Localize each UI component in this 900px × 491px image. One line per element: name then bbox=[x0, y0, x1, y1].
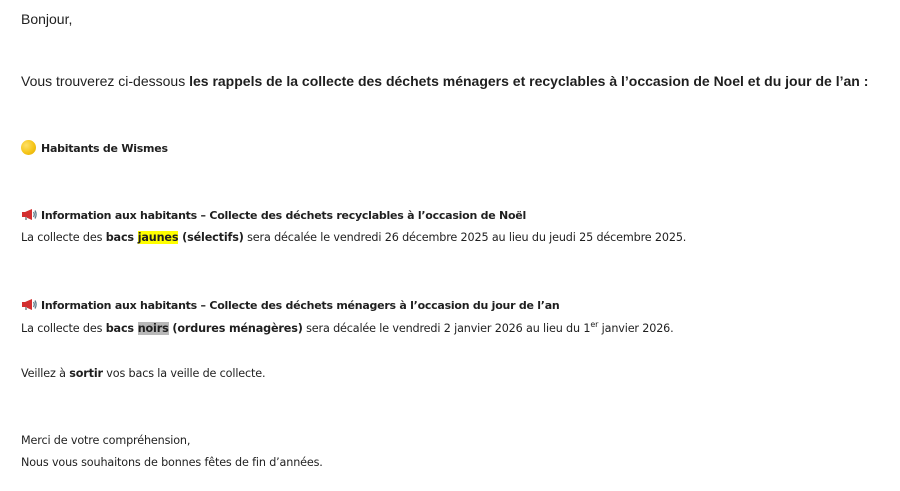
notice2-bold-ordures: (ordures ménagères) bbox=[168, 322, 303, 335]
greeting: Bonjour, bbox=[21, 11, 73, 27]
closing-line-1: Merci de votre compréhension, bbox=[21, 434, 191, 447]
notice2-bacs: bacs bbox=[105, 322, 138, 335]
section-title: Habitants de Wismes bbox=[41, 142, 168, 155]
notice1-text bbox=[21, 231, 686, 244]
notice2-title: Information aux habitants – Collecte des déchets ménagers à l’occasion du jour de l’an bbox=[41, 299, 560, 312]
notice1-text-suffix: sera décalée le vendredi 26 décembre 2025 au lieu du jeudi 25 décembre 2025. bbox=[243, 231, 687, 244]
reminder-prefix: Veillez à bbox=[21, 367, 70, 380]
notice2-heading bbox=[21, 298, 559, 312]
yellow-circle-icon bbox=[21, 140, 36, 155]
notice2-text-prefix: La collecte des bbox=[21, 322, 106, 335]
reminder-bold: sortir bbox=[69, 367, 103, 380]
notice2-highlight-noirs: noirs bbox=[137, 322, 169, 335]
reminder-text bbox=[21, 367, 265, 380]
notice2-text bbox=[21, 322, 674, 335]
intro-text: Vous trouverez ci-dessous bbox=[21, 73, 190, 89]
notice2-text-suffix: janvier 2026. bbox=[598, 322, 674, 335]
megaphone-icon bbox=[21, 208, 37, 221]
intro-paragraph bbox=[21, 73, 868, 89]
notice1-highlight-jaunes: jaunes bbox=[137, 231, 179, 244]
notice1-bacs: bacs bbox=[105, 231, 138, 244]
notice2-text-middle: sera décalée le vendredi 2 janvier 2026 au lieu du 1 bbox=[302, 322, 591, 335]
notice2-superscript: er bbox=[590, 320, 599, 329]
megaphone-icon bbox=[21, 298, 37, 311]
notice1-title: Information aux habitants – Collecte des déchets recyclables à l’occasion de Noël bbox=[41, 209, 527, 222]
section-heading bbox=[21, 140, 168, 155]
notice1-bold-selectifs: (sélectifs) bbox=[178, 231, 244, 244]
reminder-suffix: vos bacs la veille de collecte. bbox=[102, 367, 266, 380]
notice1-text-prefix: La collecte des bbox=[21, 231, 106, 244]
intro-bold-text: les rappels de la collecte des déchets ménagers et recyclables à l’occasion de Noel et du jour de l’an : bbox=[189, 73, 869, 89]
closing-line-2: Nous vous souhaitons de bonnes fêtes de fin d’années. bbox=[21, 456, 323, 469]
notice1-heading bbox=[21, 208, 526, 222]
